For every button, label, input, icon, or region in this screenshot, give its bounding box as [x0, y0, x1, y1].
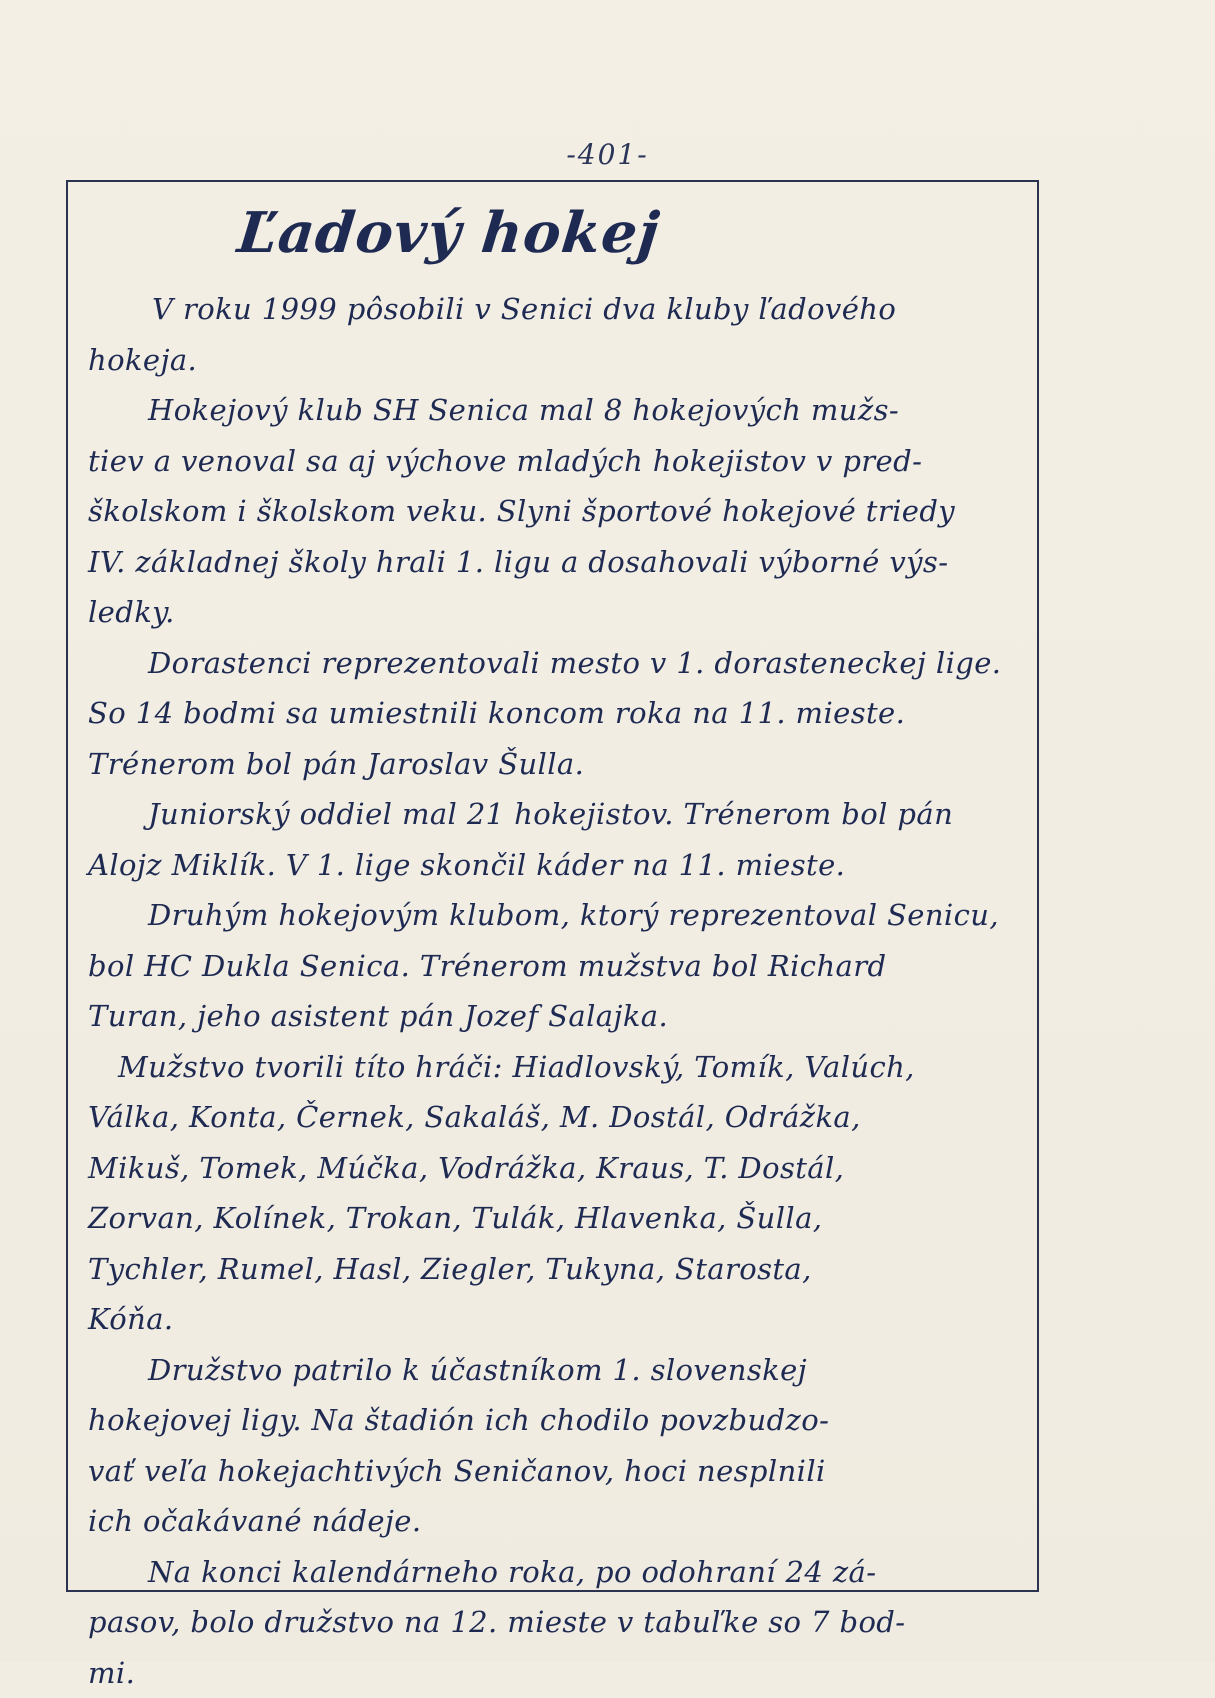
text-line: vať veľa hokejachtivých Seničanov, hoci nesplnili: [88, 1446, 1023, 1497]
text-line: pasov, bolo družstvo na 12. mieste v tabuľke so 7 bod-: [88, 1597, 1023, 1648]
text-line: hokejovej ligy. Na štadión ich chodilo povzbudzo-: [88, 1395, 1023, 1446]
text-line: školskom i školskom veku. Slyni športové hokejové triedy: [88, 486, 1023, 537]
text-line: So 14 bodmi sa umiestnili koncom roka na 11. mieste.: [88, 688, 1023, 739]
text-line: V roku 1999 pôsobili v Senici dva kluby ľadového: [88, 284, 1023, 335]
text-line: mi.: [88, 1648, 1023, 1698]
text-line: ledky.: [88, 587, 1023, 638]
text-line: Dorastenci reprezentovali mesto v 1. dorasteneckej lige.: [88, 638, 1023, 689]
text-line: IV. základnej školy hrali 1. ligu a dosahovali výborné výs-: [88, 537, 1023, 588]
text-line: Družstvo patrilo k účastníkom 1. slovenskej: [88, 1345, 1023, 1396]
handwritten-text: [88, 188, 1023, 1698]
text-line: bol HC Dukla Senica. Trénerom mužstva bol Richard: [88, 941, 1023, 992]
text-line: Mikuš, Tomek, Múčka, Vodrážka, Kraus, T. Dostál,: [88, 1143, 1023, 1194]
text-line: Válka, Konta, Černek, Sakaláš, M. Dostál, Odrážka,: [88, 1092, 1023, 1143]
text-line: tiev a venoval sa aj výchove mladých hokejistov v pred-: [88, 436, 1023, 487]
text-line: Tychler, Rumel, Hasl, Ziegler, Tukyna, Starosta,: [88, 1244, 1023, 1295]
page-number: -401-: [0, 138, 1215, 171]
page-title: Ľadový hokej: [233, 188, 664, 278]
text-line: Turan, jeho asistent pán Jozef Salajka.: [88, 991, 1023, 1042]
text-line: Zorvan, Kolínek, Trokan, Tulák, Hlavenka, Šulla,: [88, 1193, 1023, 1244]
text-line: Alojz Miklík. V 1. lige skončil káder na 11. mieste.: [88, 840, 1023, 891]
text-line: Na konci kalendárneho roka, po odohraní 24 zá-: [88, 1547, 1023, 1598]
text-line: Trénerom bol pán Jaroslav Šulla.: [88, 739, 1023, 790]
text-line: Hokejový klub SH Senica mal 8 hokejových mužs-: [88, 385, 1023, 436]
text-line: Druhým hokejovým klubom, ktorý reprezentoval Senicu,: [88, 890, 1023, 941]
text-line: ich očakávané nádeje.: [88, 1496, 1023, 1547]
text-line: hokeja.: [88, 335, 1023, 386]
text-line: Juniorský oddiel mal 21 hokejistov. Trénerom bol pán: [88, 789, 1023, 840]
text-line: Mužstvo tvorili títo hráči: Hiadlovský, Tomík, Valúch,: [88, 1042, 1023, 1093]
text-line: Kóňa.: [88, 1294, 1023, 1345]
